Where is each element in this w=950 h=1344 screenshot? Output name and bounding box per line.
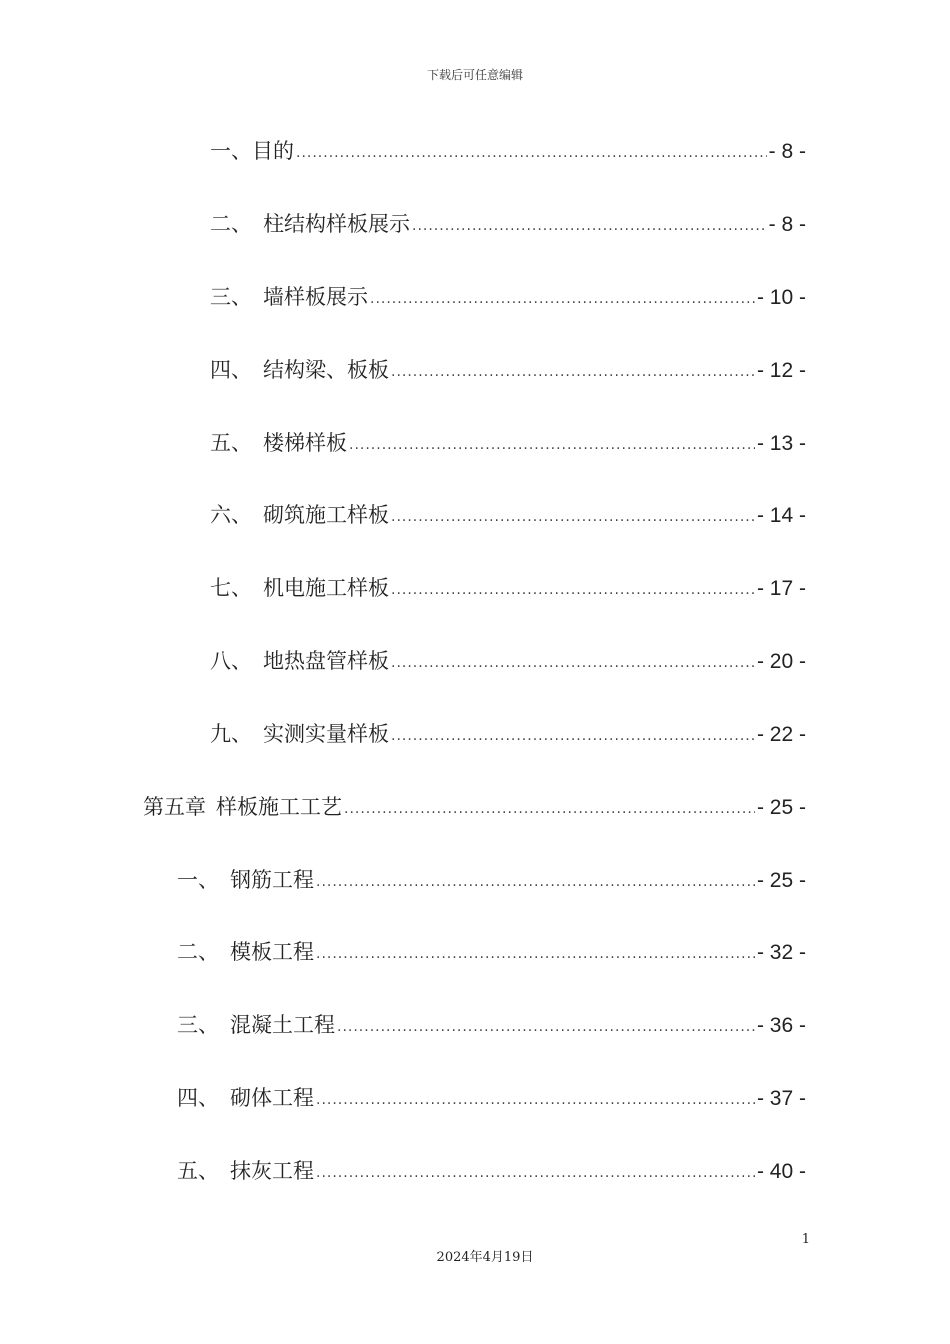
toc-entry-number: 六、 bbox=[210, 503, 252, 527]
toc-entry-title: 实测实量样板 bbox=[263, 722, 389, 746]
toc-entry-number: 三、 bbox=[210, 285, 252, 309]
toc-entry-number: 二、 bbox=[210, 212, 252, 236]
dot-leader bbox=[391, 355, 755, 389]
toc-entry-title: 钢筋工程 bbox=[230, 868, 314, 892]
dot-leader bbox=[316, 937, 755, 971]
toc-entry-title: 混凝土工程 bbox=[230, 1013, 335, 1037]
toc-entry[interactable] bbox=[177, 935, 806, 969]
toc-entry[interactable] bbox=[210, 280, 806, 314]
dot-leader bbox=[370, 282, 755, 316]
toc-entry[interactable] bbox=[210, 426, 806, 460]
toc-entry-title: 楼梯样板 bbox=[263, 431, 347, 455]
toc-entry-number: 一、 bbox=[177, 868, 219, 892]
toc-entry[interactable] bbox=[210, 644, 806, 678]
toc-entry-number: 四、 bbox=[210, 358, 252, 382]
toc-entry[interactable] bbox=[210, 717, 806, 751]
toc-entry-page: - 22 - bbox=[756, 723, 806, 746]
toc-entry-page: - 17 - bbox=[756, 577, 806, 600]
dot-leader bbox=[391, 573, 755, 607]
dot-leader bbox=[391, 646, 755, 680]
toc-chapter-title: 样板施工工艺 bbox=[216, 795, 342, 819]
toc-entry-title: 砌筑施工样板 bbox=[263, 503, 389, 527]
toc-entry-page: - 20 - bbox=[756, 650, 806, 673]
toc-entry-page: - 10 - bbox=[756, 286, 806, 309]
toc-entry[interactable] bbox=[210, 207, 806, 241]
toc-entry[interactable] bbox=[177, 1008, 806, 1042]
toc-entry-title: 地热盘管样板 bbox=[263, 649, 389, 673]
toc-entry[interactable] bbox=[210, 353, 806, 387]
dot-leader bbox=[316, 1083, 755, 1117]
toc-entry-page: - 12 - bbox=[756, 359, 806, 382]
toc-entry-title: 墙样板展示 bbox=[263, 285, 368, 309]
toc-entry-page: - 14 - bbox=[756, 504, 806, 527]
toc-entry-number: 七、 bbox=[210, 576, 252, 600]
dot-leader bbox=[412, 209, 767, 243]
toc-entry-number: 五、 bbox=[177, 1159, 219, 1183]
toc-entry-number: 八、 bbox=[210, 649, 252, 673]
toc-entry-page: - 32 - bbox=[756, 941, 806, 964]
toc-chapter-entry[interactable] bbox=[143, 790, 806, 824]
page-header: 下载后可任意编辑 bbox=[426, 68, 523, 82]
toc-entry-title: 结构梁、板板 bbox=[263, 358, 389, 382]
dot-leader bbox=[344, 792, 755, 826]
footer-date: 2024年4月19日 bbox=[436, 1250, 534, 1265]
toc-entry-title: 机电施工样板 bbox=[263, 576, 389, 600]
dot-leader bbox=[349, 428, 755, 462]
toc-entry-title: 抹灰工程 bbox=[230, 1159, 314, 1183]
dot-leader bbox=[296, 136, 767, 170]
toc-entry[interactable] bbox=[177, 863, 806, 897]
toc-entry-number: 四、 bbox=[177, 1086, 219, 1110]
toc-chapter-number: 第五章 bbox=[143, 795, 206, 819]
toc-entry-title: 模板工程 bbox=[230, 940, 314, 964]
toc-entry-number: 二、 bbox=[177, 940, 219, 964]
toc-entry[interactable] bbox=[210, 498, 806, 532]
toc-entry-number: 九、 bbox=[210, 722, 252, 746]
toc-entry[interactable] bbox=[210, 134, 806, 168]
toc-entry[interactable] bbox=[210, 571, 806, 605]
toc-entry[interactable] bbox=[177, 1154, 806, 1188]
dot-leader bbox=[337, 1010, 755, 1044]
dot-leader bbox=[316, 1156, 755, 1190]
toc-entry-number: 五、 bbox=[210, 431, 252, 455]
dot-leader bbox=[316, 865, 755, 899]
toc-entry-page: - 36 - bbox=[756, 1014, 806, 1037]
toc-entry-number: 一、 bbox=[210, 139, 252, 163]
toc-entry-title: 砌体工程 bbox=[230, 1086, 314, 1110]
toc-entry-page: - 8 - bbox=[768, 213, 806, 236]
toc-entry-number: 三、 bbox=[177, 1013, 219, 1037]
dot-leader bbox=[391, 719, 755, 753]
toc-entry-title: 目的 bbox=[252, 139, 294, 163]
toc-entry[interactable] bbox=[177, 1081, 806, 1115]
toc-entry-page: - 25 - bbox=[756, 796, 806, 819]
page-number: 1 bbox=[801, 1232, 810, 1247]
toc-entry-page: - 8 - bbox=[768, 140, 806, 163]
toc-entry-title: 柱结构样板展示 bbox=[263, 212, 410, 236]
dot-leader bbox=[391, 500, 755, 534]
toc-entry-page: - 40 - bbox=[756, 1160, 806, 1183]
toc-entry-page: - 25 - bbox=[756, 869, 806, 892]
toc-entry-page: - 37 - bbox=[756, 1087, 806, 1110]
toc-entry-page: - 13 - bbox=[756, 432, 806, 455]
